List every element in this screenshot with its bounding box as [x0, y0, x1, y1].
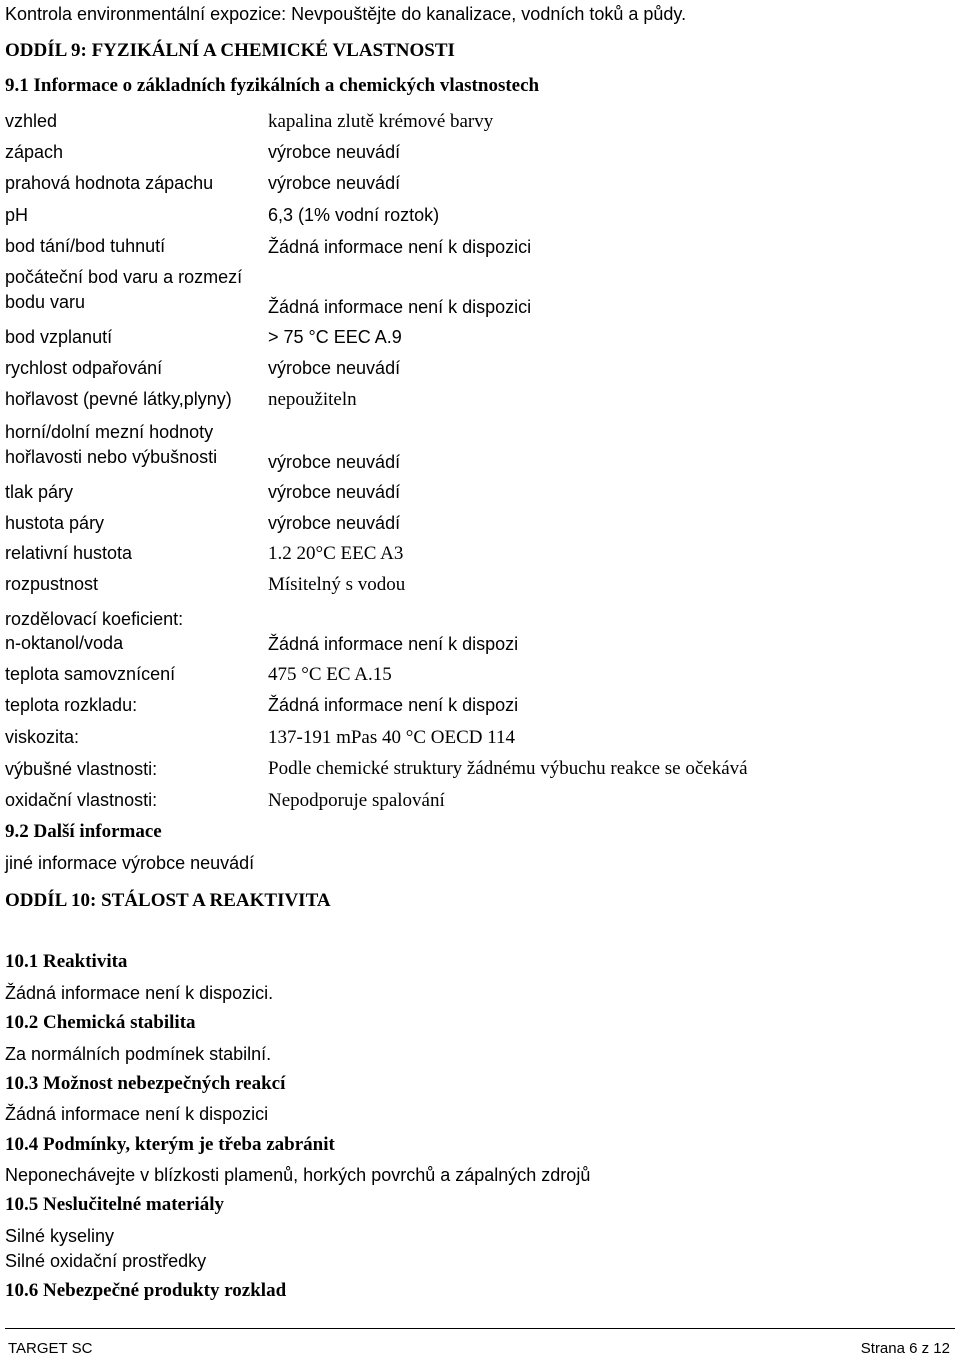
property-label: výbušné vlastnosti: — [5, 759, 158, 779]
property-value: Žádná informace není k dispozici — [268, 237, 532, 257]
property-value: výrobce neuvádí — [268, 482, 401, 502]
property-value: nepoužiteln — [268, 389, 357, 410]
property-label: rozdělovací koeficient: — [5, 609, 184, 629]
property-value: výrobce neuvádí — [268, 142, 401, 162]
property-label: počáteční bod varu a rozmezí — [5, 267, 243, 287]
section-10-title: ODDÍL 10: STÁLOST A REAKTIVITA — [5, 890, 331, 911]
property-label-continued: hořlavosti nebo výbušnosti — [5, 447, 218, 467]
property-label: bod vzplanutí — [5, 327, 113, 347]
property-label: pH — [5, 205, 29, 225]
section-9-title: ODDÍL 9: FYZIKÁLNÍ A CHEMICKÉ VLASTNOSTI — [5, 40, 455, 61]
section-10-2-text: Za normálních podmínek stabilní. — [5, 1044, 272, 1064]
footer-page-number: Strana 6 z 12 — [860, 1340, 950, 1357]
property-label: zápach — [5, 142, 64, 162]
property-label: horní/dolní mezní hodnoty — [5, 422, 214, 442]
property-value: výrobce neuvádí — [268, 452, 401, 472]
property-label: relativní hustota — [5, 543, 133, 563]
property-label: rychlost odpařování — [5, 358, 163, 378]
property-value: 137-191 mPas 40 °C OECD 114 — [268, 727, 516, 748]
property-label: bod tání/bod tuhnutí — [5, 236, 166, 256]
property-value: výrobce neuvádí — [268, 358, 401, 378]
property-value: > 75 °C EEC A.9 — [268, 327, 402, 347]
section-9-2-heading: 9.2 Další informace — [5, 821, 162, 842]
property-label-continued: n-oktanol/voda — [5, 633, 124, 653]
section-10-3-heading: 10.3 Možnost nebezpečných reakcí — [5, 1073, 286, 1094]
section-10-4-heading: 10.4 Podmínky, kterým je třeba zabránit — [5, 1134, 335, 1155]
property-label: oxidační vlastnosti: — [5, 790, 158, 810]
property-label-continued: bodu varu — [5, 292, 86, 312]
property-value: Žádná informace není k dispozici — [268, 297, 532, 317]
property-value: výrobce neuvádí — [268, 513, 401, 533]
section-10-1-heading: 10.1 Reaktivita — [5, 951, 128, 972]
property-label: prahová hodnota zápachu — [5, 173, 214, 193]
property-value: Mísitelný s vodou — [268, 574, 406, 595]
section-9-1-subtitle: 9.1 Informace o základních fyzikálních a chemických vlastnostech — [5, 75, 540, 96]
property-label: tlak páry — [5, 482, 74, 502]
property-label: hustota páry — [5, 513, 105, 533]
property-value: kapalina zlutě krémové barvy — [268, 111, 494, 132]
property-value: Podle chemické struktury žádnému výbuchu reakce se očekává — [268, 758, 748, 779]
section-10-5-text: Silné kyseliny — [5, 1226, 115, 1246]
property-label: vzhled — [5, 111, 58, 131]
intro-text: Kontrola environmentální expozice: Nevpouštějte do kanalizace, vodních toků a půdy. — [5, 4, 687, 24]
property-value: výrobce neuvádí — [268, 173, 401, 193]
section-10-2-heading: 10.2 Chemická stabilita — [5, 1012, 196, 1033]
property-value: 1.2 20°C EEC A3 — [268, 543, 404, 564]
footer-divider — [5, 1328, 955, 1329]
property-value: Žádná informace není k dispozi — [268, 695, 519, 715]
section-10-1-text: Žádná informace není k dispozici. — [5, 983, 274, 1003]
section-10-6-heading: 10.6 Nebezpečné produkty rozklad — [5, 1280, 287, 1301]
property-value: 475 °C EC A.15 — [268, 664, 392, 685]
footer-company: TARGET SC — [8, 1340, 93, 1357]
section-9-2-text: jiné informace výrobce neuvádí — [5, 853, 255, 873]
section-10-5-text-2: Silné oxidační prostředky — [5, 1251, 207, 1271]
section-10-3-text: Žádná informace není k dispozici — [5, 1104, 269, 1124]
property-label: hořlavost (pevné látky,plyny) — [5, 389, 232, 409]
property-label: viskozita: — [5, 727, 80, 747]
section-10-4-text: Neponechávejte v blízkosti plamenů, horkých povrchů a zápalných zdrojů — [5, 1165, 591, 1185]
section-10-5-heading: 10.5 Neslučitelné materiály — [5, 1194, 224, 1215]
property-value: Žádná informace není k dispozi — [268, 634, 519, 654]
property-label: teplota samovznícení — [5, 664, 176, 684]
property-value: 6,3 (1% vodní roztok) — [268, 205, 440, 225]
property-value: Nepodporuje spalování — [268, 790, 445, 811]
property-label: teplota rozkladu: — [5, 695, 138, 715]
property-label: rozpustnost — [5, 574, 99, 594]
